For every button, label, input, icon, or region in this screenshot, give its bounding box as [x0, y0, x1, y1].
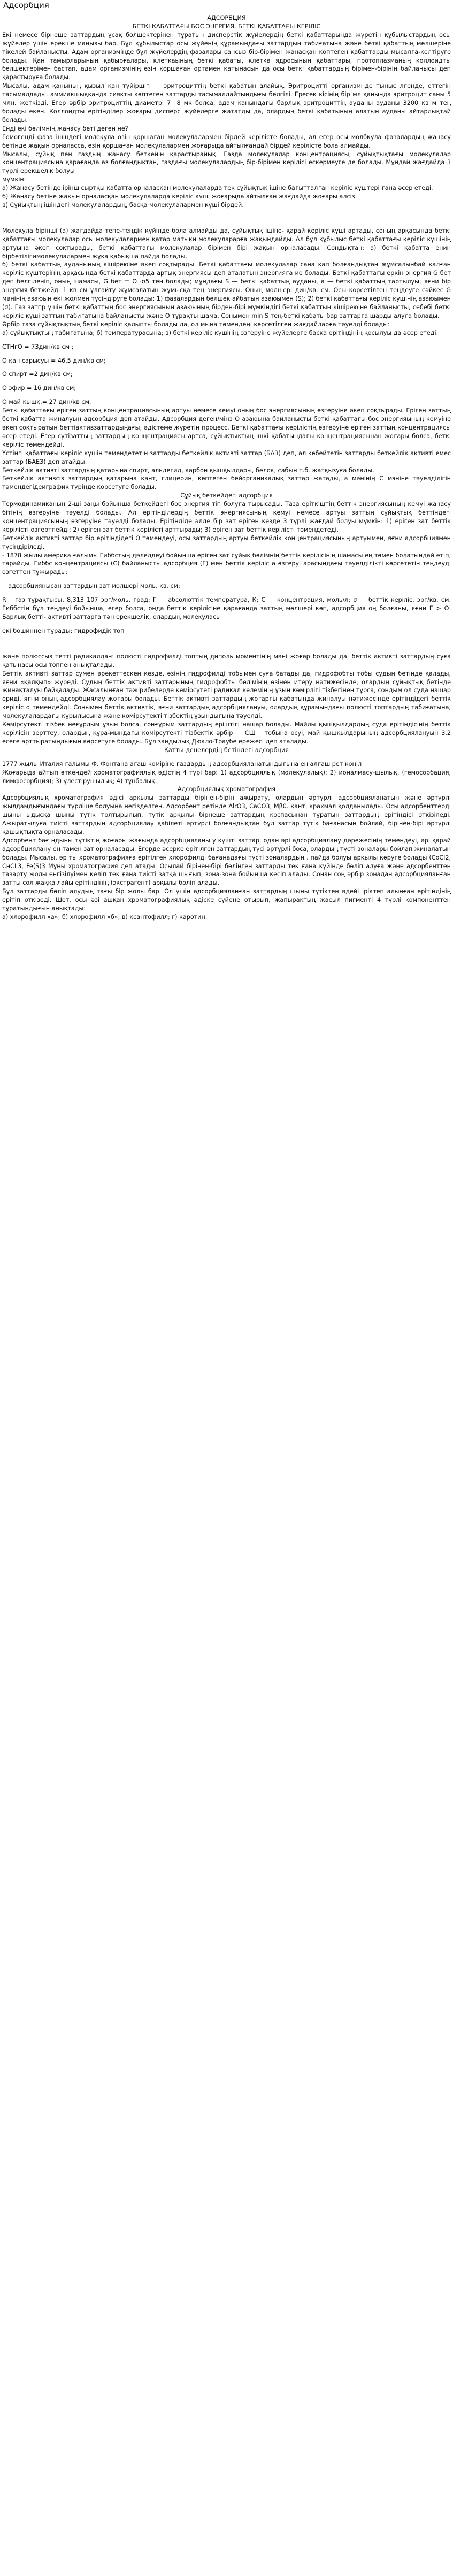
paragraph: екі бөшиннен тұрады: гидрофидік топ — [2, 627, 125, 634]
paragraph: Көмірсутекті тізбек неғұрлым ұзын болса, сонғұрым заттардың еріштігі нашар болады. Майлы қышқылдардың суда ерітіндісінің беттік керілісін зерттеу, олардың құра-мындағы көмірсутекті тізбектік әрбір — СШ— тобына өсуі, май қышқылдарының адсорбциялануын 3,2 есеге арттыратындығын көрсетуге болады. Бұл заңдылық Дюкло-Траубе ережесі деп аталады. — [2, 721, 451, 745]
paragraph: - 1878 жылы америка ғалымы Гиббстың дәлелдеуі бойынша еріген зат сұйық бөлімнің беттік керілісінің шамасы ең төмен болатындай етіп, тарайды. Гиббс концентрациясы (С) байланысты адсорбция (Г) мен беттік керіліс а өзгеруі арасындағы тәуелділікті көрсететін теңдеуді өзгеттен тұжырады: — [2, 551, 451, 576]
paragraph: —адсорбциянысан заттардың зат мөлшері моль. кв. см; — [2, 582, 180, 590]
paragraph: Гомогенді фаза ішіндегі молекула өзін қоршаған молекулалармен бірдей керілісте болады, ал егер осы молбкула фазалардың жанасу бетінде жақын орналасса, өзін қоршаған молекулалармен жоғарыда айтылғандай бірдей керілісте бола алмайды. — [2, 133, 451, 149]
list-item: б) Жанасу бетіне жақын орналасқан молекулаларда керіліс күші жоғарыда айтылған жағдайда жоғары алсіз. — [2, 193, 357, 201]
blank-space — [2, 210, 451, 227]
section-subheading: БЕТКІ КАБАТТАҒЫ БОС ЭНЕРГИЯ. БЕТКІ ҚАБАТТАҒЫ КЕРІЛІС — [132, 22, 321, 30]
paragraph: Беткі қабаттағы еріген заттың концентрациясының артуы немесе кемуі оның бос энергиясының өзгеруіне әкеп соқтырады. Еріген заттың беткі қабатта жиналуын адсорбция деп атайды. Адсорбция деген/мінз О азаюына байланысты беткі қабаттағы бос энергияының кемуіне әкеп соқтыратын беттіактивзаттардыңағы, әдістеме жүретін процесс. Беткі қабаттағы керілістің өзгеруіне еріген заттың концентрациясы әсер етеді. Егер сутізаттың заттардың концентрациясы артса, сұйықтықтың ішкі қабатындағы концентрациясынан жоғары болса, беткі керіліс төмендейді. — [2, 407, 451, 448]
paragraph: Мысалы, адам қанының қызыл қан түйіршігі — эритроциттің беткі қабатын алайық. Эритроцитті организмнде тыныс лғенде, оттегін тасымалдады. аммиакшыққанда сиякты көптеген заттарды тасымалдайтындығы белгілі. Ересек кісінің бір мл қанында эритроцит саны 5 млн. жеткізді. Егер әрбір эритроциттің диаметрі 7—8 мк болса, адам қанындағы барлық эритроциттің ауданы ауданы 3200 кв м тең болады екен. Коллоидты ерітінділер жоғары дисперс жүйелерге жататды да, олардың беткі қабатының алатын ауданы айтарлықтай болады. — [2, 82, 451, 124]
paragraph: Адсорбент бағ ндыны түтіктің жоғары жағында адсорбцияланы у күшті заттар, одан әрі адсорбциялану дәрежесінің темендеуі, әрі қарай адсорбциялану ең тамен зат орналасады. Егерде әсерке ерітілген заттардың түсі әртүрлі боса, олардың түсті зоналары бойлап жиналатын болады. Мысалы, әр ты хроматографияға ерітілген хлорофилді бағанадағы түсті зоналардың . пайда болуы арқылы көруге болады (СоСl2, CнCL3, Fe(S)3 Мұны хроматография деп атады. Осылай бірінен-бірі бөлінген заттарды тек ғана күйінде бөліп алуға және адсорбенттен тазарту жолы енгізілуімен келіп тек ғана тиісті затқа шығып, зона-зона бойынша кесіп алады. Сонан соң әрбір зонадан адсорбцияланған затты сол жаққа лайы ерітіндінің (экстрагент) арқылы бөліп алады. — [2, 837, 451, 887]
paragraph: Беткейлік активті заттар бір ерітіндідегі О төмендеуі, осы заттардың артуы беткейлік концентрациясының артуымен, яғни адсорбциямен түсіндіріледі. — [2, 534, 451, 550]
paragraph: Мысалы, сұйық пен газдың жанасу беткейін қарастырайық. Газда молекулалар концентрациясы, сұйықтықтағы молекулалар концентрациясына қарағанда аз болғандықтан, газдағы молекулалардың бір-бірімен керілісі ескермеуге де болады. Мұндай жағдайда 3 түрлі ерекшелік болуы — [2, 150, 451, 175]
page-title: Адсорбция — [3, 1, 49, 10]
list-item: а) Жанасу бетінде ірінш сыртқы қабатта орналасқан молекулаларда тек сұйықтық ішіне бағытталған керіліс күштері ғана әсер етеді. — [2, 185, 433, 192]
paragraph: Беттік активті заттар сумен әрекеттескен кезде, өзінің гидрофилді тобымен суға батады да, гидрофобты тобы судың бетінде қалады, яғни «қалқып» жүреді. Судың беттік активті заттарының гидрофобты бөлімінің өзінен итеру нәтижесінде, олардың сұйықтық бетінде жинақталуы байқалады. Жасалынған тәжірибелерде көмірсутегі радикал көлемінің ұзын көмірлігі тізбегінен тұрса, сондым ол суда нашар ериді, яғни оның адсорбциялау жоғары болады. Беттік активті заттардың жоғарғы қабатында жиналуы нәтижесінде ерітіндідегі беттік керіліс о төмендейді. Сонымен беттік активтік, яғни заттардың адсорбциялануы, олардың құрамындағы полюсті топтардың табиғатына, молекулалардағы құрылысына және көмірсутекті тізбектің ұзындығына тәуелді. — [2, 670, 451, 720]
formula-line: О қан сарысуы = 46,5 дин/кв см; — [2, 357, 106, 364]
paragraph: Термодинамиканың 2-ші заңы бойынша беткейдегі бос энергия тіп болуға тырысады. Таза еріткіштің беттік энергиясының кемуі жанасу бітінің өзгеруіне тәуелді болады. Ал ерітінділердің беттік энергиясының кемуі немесе артуы заттың сұйықтық беттіндегі концентрациясының өзгеруіне тәуелді болады. Ерітіндіде әлде бір зат еріген кезде 3 түрлі жағдай болуы мүмкін: 1) еріген зат беттік керілісті өзгертпейді; 2) еріген зат беттік керілісті арттырады; 3) еріген зат беттік керілісті төмендетеді. — [2, 501, 451, 533]
formula-line: О эфир = 16 дин/кв см; — [2, 385, 76, 392]
paragraph: 1777 жылы Италия ғалымы Ф. Фонтана ағаш көмірiне газдардың адсорбцияланатындығына ең алғаш рет көңіл — [2, 760, 362, 768]
paragraph: Беткейлік активсіз заттардың қатарына қант, глицерин, көптеген бейорганикалық заттар жатады, а мәнінің С мэніне тәуелділігін тәмендегідеиграфик түрінде көрсетуге болады. — [2, 475, 451, 491]
paragraph: Әрбір таза сұйықтықтың беткі керіліс қалыпты болады да, ол мына төмендеңі көрсетілген жағдайларға тәуелді болады: — [2, 320, 390, 328]
paragraph: Бұл заттарды бөліп алудың тағы бір жолы бар. Ол үшін адсорбцияланған заттардың шыны түтіктен әдейі іріктеп алынған ерітіндінің ерітіп өткізеді. Шет, осы әзі ашқан хроматографиялық әдіске сүйене отырып, жапырақтың жасыл пигменті 4 түрлі компоненттен тұратындығын анықтады: — [2, 888, 451, 913]
paragraph: Жоғарыда айтып өткендей хроматографиялық әдістің 4 түрі бар: 1) адсорбциялық (молекулалық); 2) ионалмасу-шылық, (гемосорбация, лимфосорбция); 3) үлестірушылық; 4) тұнбалық. — [2, 769, 451, 785]
paragraph: б) беткі қабаттың ауданының кішіреюіне әкеп соқтырады. Беткі қабаттағы молекулалар сана кап болғандықтан жұмсалынбай қалған керіліс күштерінің арқасында беткі қабаттарда артық энергиясы деп аталатын энергияға ие болады. Беткі қабаттағы еркін энергия G бет деп белгіленіп, оның шамасы, G бет = О ·σ5 тең болады; мұндағы S — беткі қабаттың ауданы, а — беткі қабаттың тартылуы, яғни бір энергия бетжейді 1 кв см ұлғайту жұмсалатын жұмысқа тең энергиясы. Оның мөлшері дин/кв. см. Осы көрсетілген теңдеуге сәйкес G мәнінің азаюын екі жолмен түсіндіруге болады: 1) фазалардың бөлшек айбатын азаюымен (S); 2) беткі қабаттағы керіліс кушінің азаюымен (σ). Газ затпр үшін беткі қабаттың бос энергиясының азаюының бірден-бірі мүмкіндігі беткі қабаттың кішіреюіне байланысты, себебі беткі керіліс күші заттың табиғатына байланысты және О тұрақты шама. Сонымен min S тең-беткі қабаты бар заттарға шарды алуға болады. — [2, 261, 451, 319]
section-heading: АДСОРБЦИЯ — [207, 14, 246, 21]
paragraph: Екі немесе бірнеше заттардың ұсақ бөлшектерінен тұратын дисперстік жүйелердің беткі қабаттарында жүретін құбылыстардың осы жүйелер үшін ерекше маңызы бар. Бұл құбылыстар осы жүйенің құрамындағы заттардың табиғатына және беткі қабаттың мөлшеріне тікелей байланысты. Адам организмінде бұл жүйелердің фазалары сансыз бір-бірімен жанасқан көптеген қабаттарды мысалға-келтіруге болады. Қан тамырларының қабырғалары, клеткаының беткі қабаты, клетка ядросының қабаттары, протоплазманың коллоидты бөлшектерімен бастап, адам организмінің өзін қоршаған ортамен қатынасын да осы беткі қабаттардың бірімен-бірінің байланысы деп қарастыруға болады. — [2, 31, 451, 81]
paragraph: Адсорбциялық хроматография әдісі арқылы заттарды бірінен-бірін ажырату, олардың әртүрлі адсорбцияланатын және әртүрлі жылдамдығындағы түрліше болуына негізделген. Адсорбент ретінде AlrO3, CaCO3, Mβ0. қант, крахмал қолданылады. Осы адсорбенттерді шыны ыдысқа шыны түтік толтырылып, түтік арқылы бірнеше заттардың қоспасынан тұратын заттардың ерітіндісі өткізіледі. Ажыратылуға тиісті заттардың адсорбциялау қабілеті әртүрлі болғандықтан бұл заттар түтік бағанасын бойлай, бірінен-бірі әртүрлі қашықтықта орналасады. — [2, 794, 451, 835]
document-page — [0, 0, 453, 927]
formula-line: О спирт =2 дин/кв см; — [2, 371, 73, 378]
paragraph: а) хлорофилл «а»; б) хлорофилл «б»; в) ксантофилл; г) каротин. — [2, 914, 208, 921]
formula-line: СТНгО = 73дин/кв см ; — [2, 343, 74, 350]
paragraph: Енді екі бөлімнің жанасу беті деген не? — [2, 125, 128, 132]
paragraph: R— газ тұрақтысы, 8,313 107 эрг/моль. град; Г — абсолюттік температура, К; С — концентрация, моль/л; σ — беттік керіліс, эрг/кв. см. Гиббстің бұл теңдеуі бойынша, егер болса, онда беттік керілісіне қарағанда заттың мөлшері көп, адсорбция оң болғаны, яғни Г > О. Барлық беттi- активті заттарга тән ерекшелік, олардың молекуласы — [2, 596, 451, 620]
paragraph: Үстіңгі қабаттағы керіліс күшін төмендететін заттарды беткейлік активті заттар (БАЗ) деп, ал көбейтетін заттарды беткейлік активті емес заттар (БАЕЗ) деп атайды. — [2, 449, 451, 465]
paragraph: Молекула бірінші (а) жағдайда тепе-теңдік күйінде бола алмайды да, сұйықтық ішіне- қарай керіліс күші артады, соның арқасында беткі қабаттағы молекулалар осы молекулалармен қатар матыки молекуларарға жақындайды. Ал бұл құбылыс беткі қабаттағы керіліс күшінің артуына әкеп соқтырады, беткі қабаттағы молекулалар—бірімен—бірі жақын орналасады. Сондықтан: а) беткі қабатта енин бірбетілігимолекулалармен жұка қабықша пайда болады. — [2, 227, 451, 260]
paragraph: а) сұйықтықтың табиғатына; б) температурасына; в) беткі керіліс күшінің өзгеруіне жүйелерге басқа ерітіндінің қосылуы да әсер етеді: — [2, 329, 439, 336]
formula-line: О май қышқ.= 27 дин/кв см. — [2, 398, 91, 406]
paragraph: және полюссыз тетті радикалдан: полюсті гидрофилді топтың диполь моментінің мәні жоғар болады да, беттік активті заттардың суға қатынасы осы топпен анықталады. — [2, 653, 451, 669]
list-item: в) Сұйықтың ішіндегі молекулалардың, басқа молекулалармен күші бірдей. — [2, 201, 244, 209]
paragraph: Беткейлік активті заттардың қатарына спирт, альдегид, карбон қышқылдары, белок, сабын т.б. жатқызуға болады. — [2, 466, 374, 474]
section-heading: Қатты денелердің бетіндегі адсорбция — [164, 746, 289, 754]
section-heading: Сұйық беткейдегі адсорбция — [180, 492, 273, 500]
section-heading: Адсорбциялық хроматография — [178, 786, 275, 793]
blank-space — [2, 635, 451, 653]
paragraph: мүмкін: — [2, 176, 26, 183]
